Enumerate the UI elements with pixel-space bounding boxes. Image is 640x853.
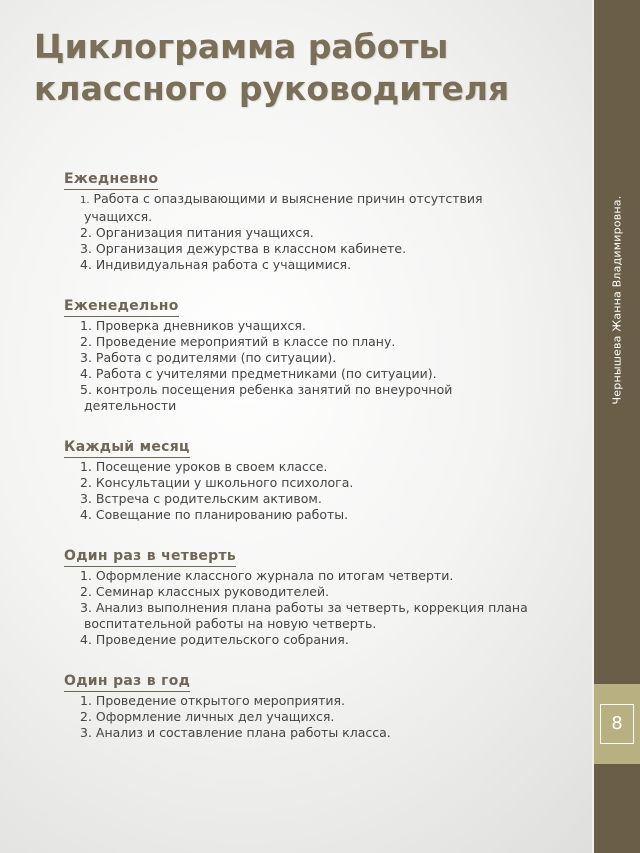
item-list xyxy=(64,693,544,741)
list-item xyxy=(64,725,544,741)
item-text: Оформление личных дел учащихся. xyxy=(95,709,335,724)
section-heading: Один раз в четверть xyxy=(64,547,236,567)
section-heading: Ежедневно xyxy=(64,170,158,190)
list-item xyxy=(64,632,544,648)
section-heading: Каждый месяц xyxy=(64,438,190,458)
item-text: Проведение открытого мероприятия. xyxy=(95,693,346,708)
list-item xyxy=(64,709,544,725)
list-item xyxy=(64,382,544,414)
item-number: 3. xyxy=(80,725,92,740)
list-item xyxy=(64,491,544,507)
item-text: Семинар классных руководителей. xyxy=(95,584,330,599)
list-item xyxy=(64,257,544,273)
item-text: Встреча с родительским активом. xyxy=(95,491,322,506)
slide-title: Циклограмма работы классного руководителя xyxy=(34,27,510,108)
list-item xyxy=(64,241,544,257)
item-text: Работа с родителями (по ситуации). xyxy=(95,350,337,365)
list-item xyxy=(64,459,544,475)
item-number: 4. xyxy=(80,507,92,522)
item-number: 3. xyxy=(80,241,92,256)
item-number: 2. xyxy=(80,225,92,240)
item-text: контроль посещения ребенка занятий по внеурочной деятельности xyxy=(84,382,453,413)
list-item xyxy=(64,350,544,366)
item-text: Консультации у школьного психолога. xyxy=(95,475,354,490)
author-caption: Чернышева Жанна Владимировна. xyxy=(610,195,624,405)
list-item xyxy=(64,584,544,600)
item-number: 1. xyxy=(80,318,92,333)
item-number: 1. xyxy=(80,459,92,474)
item-text: Проведение родительского собрания. xyxy=(95,632,349,647)
item-list xyxy=(64,318,544,414)
item-number: 4. xyxy=(80,257,92,272)
list-item xyxy=(64,693,544,709)
list-item xyxy=(64,318,544,334)
item-number: 5. xyxy=(80,382,92,397)
item-text: Совещание по планированию работы. xyxy=(95,507,349,522)
item-text: Организация дежурства в классном кабинете. xyxy=(95,241,407,256)
section-monthly xyxy=(64,436,544,523)
item-number: 1. xyxy=(80,693,92,708)
item-list xyxy=(64,568,544,648)
item-number: 2. xyxy=(80,475,92,490)
item-text: Работа с опаздывающими и выяснение причин отсутствия учащихся. xyxy=(84,191,483,224)
item-number: 2. xyxy=(80,584,92,599)
item-text: Анализ и составление плана работы класса. xyxy=(95,725,391,740)
list-item xyxy=(64,568,544,584)
item-text: Организация питания учащихся. xyxy=(95,225,314,240)
slide-content xyxy=(64,168,544,763)
section-daily xyxy=(64,168,544,273)
section-quarterly xyxy=(64,545,544,648)
item-number: 3. xyxy=(80,350,92,365)
list-item xyxy=(64,600,544,632)
item-number: 4. xyxy=(80,632,92,647)
list-item xyxy=(64,334,544,350)
item-text: Оформление классного журнала по итогам четверти. xyxy=(95,568,454,583)
item-number: 2. xyxy=(80,334,92,349)
item-number: 3. xyxy=(80,600,92,615)
item-number: 4. xyxy=(80,366,92,381)
item-number: 3. xyxy=(80,491,92,506)
list-item xyxy=(64,225,544,241)
section-yearly xyxy=(64,670,544,741)
item-number: 1. xyxy=(80,568,92,583)
list-item xyxy=(64,366,544,382)
list-item xyxy=(64,191,544,225)
item-text: Индивидуальная работа с учащимися. xyxy=(95,257,352,272)
section-weekly xyxy=(64,295,544,414)
item-text: Анализ выполнения плана работы за четверть, коррекция плана воспитательной работы на новую четверть. xyxy=(84,600,528,631)
item-list xyxy=(64,191,544,273)
section-heading: Один раз в год xyxy=(64,672,190,692)
list-item xyxy=(64,507,544,523)
page-number: 8 xyxy=(600,704,634,744)
item-text: Работа с учителями предметниками (по ситуации). xyxy=(95,366,437,381)
item-number: 2. xyxy=(80,709,92,724)
item-text: Посещение уроков в своем классе. xyxy=(95,459,328,474)
section-heading: Еженедельно xyxy=(64,297,179,317)
item-number: 1. xyxy=(80,195,90,206)
item-list xyxy=(64,459,544,523)
list-item xyxy=(64,475,544,491)
item-text: Проведение мероприятий в классе по плану. xyxy=(95,334,396,349)
item-text: Проверка дневников учащихся. xyxy=(95,318,306,333)
